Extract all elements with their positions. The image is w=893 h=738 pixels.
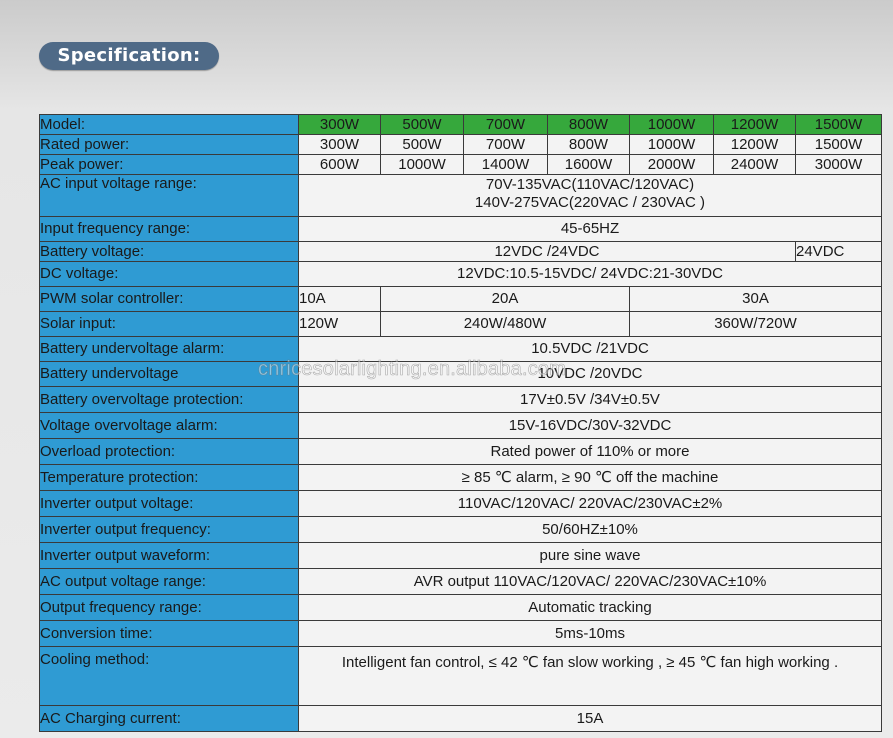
row-ac-charging-current — [40, 706, 882, 732]
label-battery-undervoltage: Battery undervoltage — [40, 362, 299, 387]
label-ac-input: AC input voltage range: — [40, 175, 299, 217]
label-input-frequency: Input frequency range: — [40, 217, 299, 242]
label-inverter-output-frequency: Inverter output frequency: — [40, 517, 299, 543]
label-cooling-method: Cooling method: — [40, 647, 299, 706]
watermark: cnricesolarlighting.en.alibaba.com — [258, 358, 567, 380]
voltage-overvoltage-alarm-value: 15V-16VDC/30V-32VDC — [299, 413, 882, 439]
ac-input-line-2: 140V-275VAC(220VAC / 230VAC ) — [474, 194, 706, 211]
row-ac-output-voltage — [40, 569, 882, 595]
spec-table — [39, 114, 882, 732]
label-conversion-time: Conversion time: — [40, 621, 299, 647]
row-model — [40, 115, 882, 135]
pwm-value: 30A — [630, 287, 882, 312]
battery-voltage-1500w-value: 24VDC — [796, 242, 882, 262]
rated-power-cell: 500W — [381, 135, 464, 155]
peak-power-cell: 1000W — [381, 155, 464, 175]
row-battery-undervoltage — [40, 362, 882, 387]
row-rated-power — [40, 135, 882, 155]
peak-power-cell: 2400W — [714, 155, 796, 175]
row-overload-protection — [40, 439, 882, 465]
model-cell: 1200W — [714, 115, 796, 135]
model-cell: 800W — [548, 115, 630, 135]
peak-power-cell: 1600W — [548, 155, 630, 175]
label-solar-input: Solar input: — [40, 312, 299, 337]
label-peak-power: Peak power: — [40, 155, 299, 175]
row-input-frequency — [40, 217, 882, 242]
label-model: Model: — [40, 115, 299, 135]
row-battery-undervoltage-alarm — [40, 337, 882, 362]
pwm-value: 10A — [299, 287, 381, 312]
battery-overvoltage-value: 17V±0.5V /34V±0.5V — [299, 387, 882, 413]
inverter-output-waveform-value: pure sine wave — [299, 543, 882, 569]
row-voltage-overvoltage-alarm — [40, 413, 882, 439]
inverter-output-voltage-value: 110VAC/120VAC/ 220VAC/230VAC±2% — [299, 491, 882, 517]
battery-voltage-value: 12VDC /24VDC — [299, 242, 796, 262]
label-inverter-output-waveform: Inverter output waveform: — [40, 543, 299, 569]
inverter-output-frequency-value: 50/60HZ±10% — [299, 517, 882, 543]
rated-power-cell: 1500W — [796, 135, 882, 155]
row-temperature-protection — [40, 465, 882, 491]
temperature-protection-value: ≥ 85 ℃ alarm, ≥ 90 ℃ off the machine — [299, 465, 882, 491]
model-cell: 1500W — [796, 115, 882, 135]
row-battery-voltage — [40, 242, 882, 262]
label-ac-charging-current: AC Charging current: — [40, 706, 299, 732]
overload-protection-value: Rated power of 110% or more — [299, 439, 882, 465]
battery-undervoltage-alarm-value: 10.5VDC /21VDC — [299, 337, 882, 362]
solar-input-value: 360W/720W — [630, 312, 882, 337]
label-rated-power: Rated power: — [40, 135, 299, 155]
specification-badge: Specification: — [39, 42, 219, 70]
output-frequency-value: Automatic tracking — [299, 595, 882, 621]
label-ac-output-voltage: AC output voltage range: — [40, 569, 299, 595]
row-peak-power — [40, 155, 882, 175]
ac-input-line-1: 70V-135VAC(110VAC/120VAC) — [485, 176, 695, 193]
rated-power-cell: 1000W — [630, 135, 714, 155]
rated-power-cell: 1200W — [714, 135, 796, 155]
model-cell: 1000W — [630, 115, 714, 135]
row-inverter-output-voltage — [40, 491, 882, 517]
row-solar-input — [40, 312, 882, 337]
row-battery-overvoltage — [40, 387, 882, 413]
label-battery-overvoltage: Battery overvoltage protection: — [40, 387, 299, 413]
solar-input-value: 240W/480W — [381, 312, 630, 337]
label-output-frequency: Output frequency range: — [40, 595, 299, 621]
pwm-value: 20A — [381, 287, 630, 312]
label-battery-voltage: Battery voltage: — [40, 242, 299, 262]
solar-input-value: 120W — [299, 312, 381, 337]
row-conversion-time — [40, 621, 882, 647]
row-inverter-output-waveform — [40, 543, 882, 569]
rated-power-cell: 800W — [548, 135, 630, 155]
model-cell: 300W — [299, 115, 381, 135]
row-inverter-output-frequency — [40, 517, 882, 543]
peak-power-cell: 600W — [299, 155, 381, 175]
model-cell: 700W — [464, 115, 548, 135]
label-inverter-output-voltage: Inverter output voltage: — [40, 491, 299, 517]
battery-undervoltage-value: 10VDC /20VDC — [299, 362, 882, 387]
rated-power-cell: 300W — [299, 135, 381, 155]
label-dc-voltage: DC voltage: — [40, 262, 299, 287]
peak-power-cell: 2000W — [630, 155, 714, 175]
ac-charging-current-value: 15A — [299, 706, 882, 732]
row-cooling-method — [40, 647, 882, 706]
dc-voltage-value: 12VDC:10.5-15VDC/ 24VDC:21-30VDC — [299, 262, 882, 287]
label-battery-undervoltage-alarm: Battery undervoltage alarm: — [40, 337, 299, 362]
label-voltage-overvoltage-alarm: Voltage overvoltage alarm: — [40, 413, 299, 439]
peak-power-cell: 3000W — [796, 155, 882, 175]
row-ac-input — [40, 175, 882, 217]
row-pwm-controller — [40, 287, 882, 312]
label-pwm-controller: PWM solar controller: — [40, 287, 299, 312]
label-overload-protection: Overload protection: — [40, 439, 299, 465]
conversion-time-value: 5ms-10ms — [299, 621, 882, 647]
label-temperature-protection: Temperature protection: — [40, 465, 299, 491]
peak-power-cell: 1400W — [464, 155, 548, 175]
cooling-method-value: Intelligent fan control, ≤ 42 ℃ fan slow working , ≥ 45 ℃ fan high working . — [299, 647, 882, 706]
ac-output-voltage-value: AVR output 110VAC/120VAC/ 220VAC/230VAC±10% — [299, 569, 882, 595]
model-cell: 500W — [381, 115, 464, 135]
row-dc-voltage — [40, 262, 882, 287]
row-output-frequency — [40, 595, 882, 621]
ac-input-value — [299, 175, 882, 217]
rated-power-cell: 700W — [464, 135, 548, 155]
input-frequency-value: 45-65HZ — [299, 217, 882, 242]
